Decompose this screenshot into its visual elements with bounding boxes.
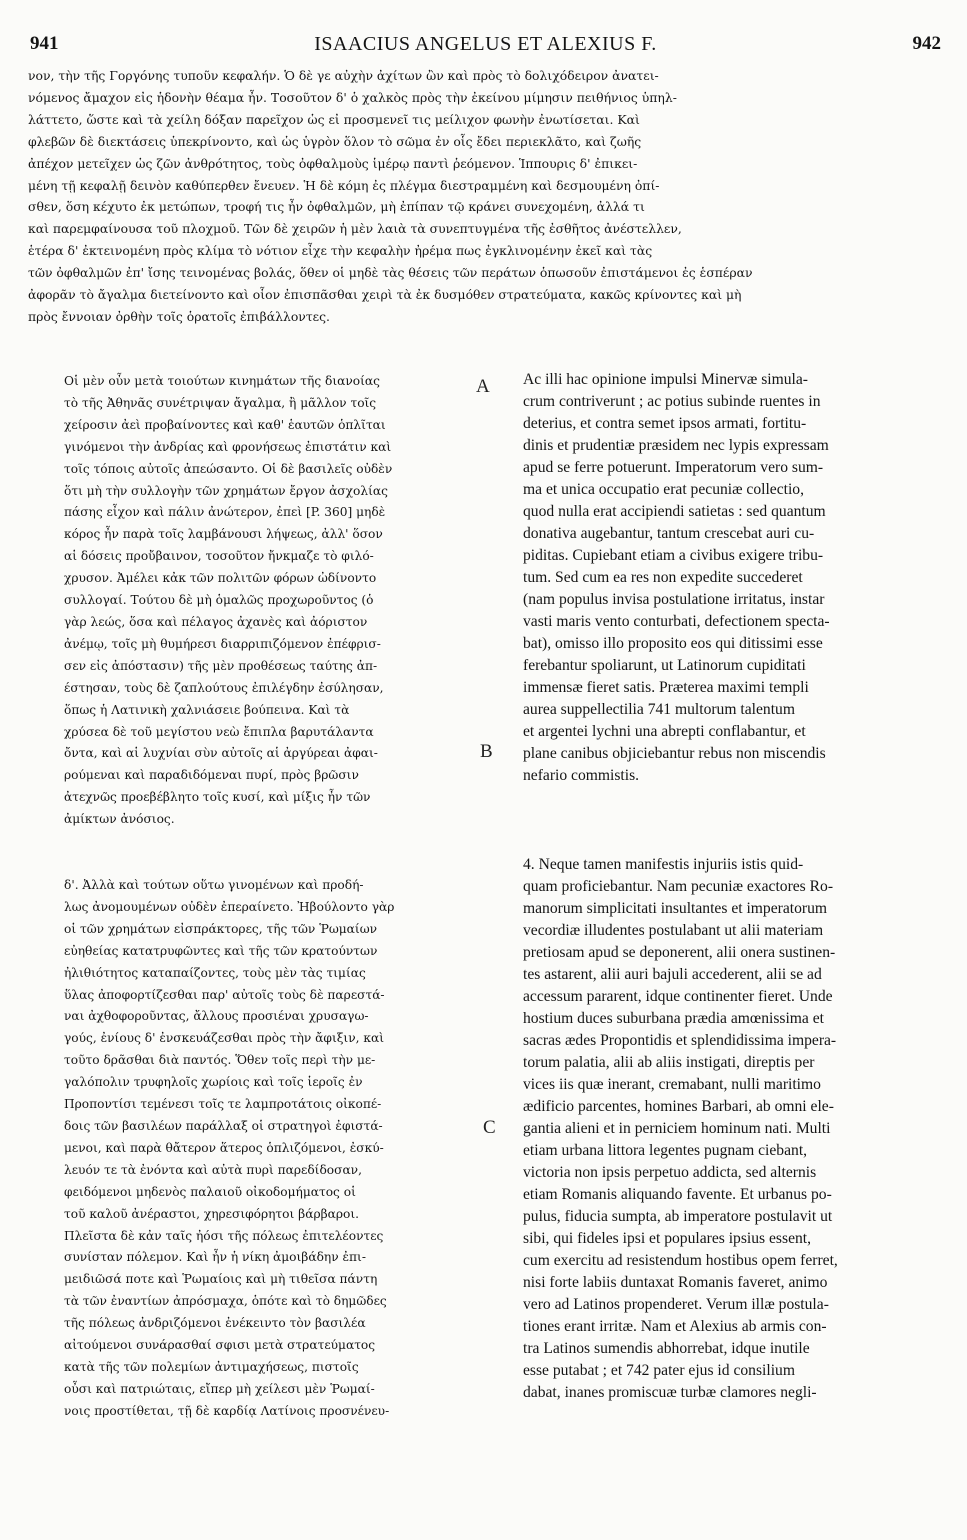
text-line: tiones erant irritæ. Nam et Alexius ab armis con- xyxy=(523,1318,827,1335)
text-line: dabat, inanes promiscuæ turbæ clamores negli- xyxy=(523,1384,817,1401)
text-line: tes astarent, alii auri bajuli accederent, alii se ad xyxy=(523,966,822,983)
text-line: ferebantur spoliarunt, ut Latinorum cupiditati xyxy=(523,657,806,674)
text-line: ædificio parcentes, homines Barbari, ab omni ele- xyxy=(523,1098,834,1115)
text-line: ma et unica occupatio erat pecuniæ collectio, xyxy=(523,481,804,498)
greek-paragraph-2 xyxy=(64,875,484,1423)
text-line: χρύσεα δὲ τοῦ μεγίστου νεὼ ἔπιπλα βαρυτάλαντα xyxy=(64,724,374,739)
greek-paragraph-1 xyxy=(64,371,484,831)
text-line: καὶ παρεμφαίνουσα τοῦ πλοχμοῦ. Τῶν δὲ χειρῶν ἡ μὲν λαιὰ τὰ συνεπτυγμένα τῆς ἐσθῆτος ἀνέστελλεν, xyxy=(28,221,682,237)
text-line: accessum pararent, idque continenter fieret. Unde xyxy=(523,988,833,1005)
text-line: gantia alieni et in perniciem hominum nati. Multi xyxy=(523,1120,831,1137)
text-line: hostium duces suburbana prædia amœnissima et xyxy=(523,1010,824,1027)
page-number-left: 941 xyxy=(30,33,59,54)
text-line: aurea suppellectilia 741 multorum talentum xyxy=(523,701,795,718)
text-line: σθεν, ὅση κέχυτο ἐκ μετώπων, τροφή τις ἦν ὀφθαλμῶν, μὴ ἐπίπαν τῷ κράνει συνεχομένη, ἀλλά τι xyxy=(28,199,645,215)
paragraph-gap xyxy=(523,787,943,854)
latin-column xyxy=(523,369,943,1404)
margin-mark-a: A xyxy=(476,376,490,397)
text-line: Προποντίσι τεμένεσι τοῖς τε λαμπροτάτοις οἰκοπέ- xyxy=(64,1097,382,1112)
text-line: immensæ fieret satis. Præterea maximi templi xyxy=(523,679,809,696)
text-line: συνίσταν πόλεμον. Καὶ ἦν ἡ νίκη ἀμοιβάδην ἐπι- xyxy=(64,1250,366,1265)
text-line: τῶν ὀφθαλμῶν ἐπ' ἴσης τεινομένας βολάς, ὅθεν οἱ μηδὲ τὰς θέσεις τῶν περάτων ὁπωσοῦν ἐπιστάμενοι ἐς ἑσπέραν xyxy=(28,265,753,281)
text-line: σεν εἰς ἀπόστασιν) τῆς μὲν προθέσεως ταύτης ἀπ- xyxy=(64,658,378,673)
text-line: μειδιῶσά ποτε καὶ Ῥωμαίοις καὶ μὴ τιθεῖσα πάντη xyxy=(64,1272,378,1287)
text-line: πάσης εἶχον καὶ πάλιν ἀνώτερον, ἐπεὶ [P. 360] μηδὲ xyxy=(64,505,386,520)
text-line: οὖσι καὶ πατριώταις, εἴπερ μὴ χείλεσι μὲν Ῥωμαί- xyxy=(64,1381,375,1396)
text-line: Πλεῖστα δὲ κἀν ταῖς ἠόσι τῆς πόλεως ἐπιτελέοντες xyxy=(64,1228,384,1243)
text-line: ὄντα, καὶ αἱ λυχνίαι σὺν αὐτοῖς αἱ ἀργύρεαι ἀφαι- xyxy=(64,746,378,761)
text-line: pretiosam apud se deponerent, alii onera sustinen- xyxy=(523,944,836,961)
text-line: γούς, ἐνίους δ' ἐνσκευάζεσθαι πρὸς τὴν ἄφιξιν, καὶ xyxy=(64,1031,384,1046)
latin-paragraph-1 xyxy=(523,369,943,787)
page-number-right: 942 xyxy=(912,33,941,54)
text-line: φλεβῶν δὲ διεκτάσεις ὑπεκρίνοντο, καὶ ὡς ὑγρὸν ὅλον τὸ σῶμα ἐν οἷς ἔδει περιεκλᾶτο, καὶ ζωῆς xyxy=(28,133,642,149)
text-line: έστησαν, τοὺς δὲ ζαπλούτους ἐπιλέγδην ἐσύλησαν, xyxy=(64,680,384,695)
text-line: γινόμενοι τὴν ἀνδρίας καὶ φρονήσεως ἐπιστάτιν καὶ xyxy=(64,439,392,454)
text-line: plane canibus objiciebantur rebus non miscendis xyxy=(523,745,826,762)
text-line: piditas. Cupiebant etiam a civibus exigere tribu- xyxy=(523,547,824,564)
greek-continuation-block xyxy=(28,65,942,328)
text-line: τὸ τῆς Ἀθηνᾶς συνέτριψαν ἄγαλμα, ἢ μᾶλλον τοῖς xyxy=(64,395,377,410)
text-line: tum. Sed cum ea res non expedite succederet xyxy=(523,569,803,586)
text-line: etiam urbana littora legentes pugnam ciebant, xyxy=(523,1142,808,1159)
text-line: νοις προστίθεται, τῇ δὲ καρδίᾳ Λατίνοις προσνένευ- xyxy=(64,1403,390,1418)
running-header xyxy=(30,33,941,59)
text-line: χείροσιν ἀεὶ προβαίνοντες καὶ καθ' ἑαυτῶν ὁπλῖται xyxy=(64,417,386,432)
text-line: quod nulla erat accipiendi satietas : sed quantum xyxy=(523,503,826,520)
text-line: εὐηθείας κατατρυφῶντες καὶ τῆς τῶν κρατούντων xyxy=(64,943,378,958)
text-line: quam proficiebantur. Nam pecuniæ exactores Ro- xyxy=(523,878,834,895)
text-line: ἀφορᾶν τὸ ἄγαλμα διετείνοντο καὶ οἷον ἐπισπᾶσθαι χειρὶ τὰ ἐκ δυσμόθεν στρατεύματα, κακῶς κρίνοντες καὶ μὴ xyxy=(28,287,742,303)
text-line: ὅτι μὴ τὴν συλλογὴν τῶν χρημάτων ἔργον ἀσχολίας xyxy=(64,483,388,498)
text-line: χρυσον. Ἀμέλει κἀκ τῶν πολιτῶν φόρων ὠδίνοντο xyxy=(64,571,377,586)
text-line: (nam populus invisa postulatione irritatus, instar xyxy=(523,591,825,608)
latin-paragraph-2 xyxy=(523,854,943,1404)
text-line: torum palatia, alii ab aliis instigati, direptis per xyxy=(523,1054,815,1071)
text-line: vasti maris vento conturbati, defectionem specta- xyxy=(523,613,830,630)
text-line: τοῦτο δρᾶσθαι διὰ παντός. Ὅθεν τοῖς περὶ τὴν με- xyxy=(64,1053,376,1068)
text-line: γὰρ λεώς, ὅσα καὶ πέλαγος ἀχανὲς καὶ ἀόριστον xyxy=(64,614,368,629)
text-line: bat), omisso illo proposito eos qui ditissimi esse xyxy=(523,635,823,652)
text-line: λάττετο, ὥστε καὶ τὰ χείλη δόξαν παρεῖχον ὡς εἰ προσμενεῖ τις μείλιχον φωνὴν ἐνωτίσεται. Καὶ xyxy=(28,111,640,127)
text-line: victoria non ipsis perpetuo addicta, sed alternis xyxy=(523,1164,817,1181)
text-line: sibi, qui fideles ipsi et populares ipsius essent, xyxy=(523,1230,812,1247)
text-line: συλλογαί. Τούτου δὲ μὴ ὁμαλῶς προχωροῦντος (ὁ xyxy=(64,593,374,608)
text-line: γαλόπολιν τρυφηλοῖς χωρίοις καὶ τοῖς ἱεροῖς ἐν xyxy=(64,1075,363,1090)
text-line: sacras ædes Propontidis et splendidissima impera- xyxy=(523,1032,837,1049)
text-line: τοῖς τόποις αὐτοῖς ἀπεώσαντο. Οἱ δὲ βασιλεῖς οὐδὲν xyxy=(64,461,393,476)
text-line: ἠλιθιότητος καταπαίζοντες, τοὺς μὲν τὰς τιμίας xyxy=(64,965,366,980)
text-line: μενοι, καὶ παρὰ θἄτερον ἅτερος ὁπλιζόμενοι, ἐσκύ- xyxy=(64,1140,384,1155)
running-title: ISAACIUS ANGELUS ET ALEXIUS F. xyxy=(314,33,657,55)
text-line: Οἱ μὲν οὖν μετὰ τοιούτων κινημάτων τῆς διανοίας xyxy=(64,374,380,388)
text-line: λως ἀνομουμένων οὐδὲν ἐπεραίνετο. Ἠβούλοντο γὰρ xyxy=(64,899,395,914)
text-line: κόρος ἦν παρὰ τοῖς λαμβάνουσι λήψεως, ἀλλ' ὅσον xyxy=(64,527,383,542)
text-line: ἀπέχον μετεῖχεν ὡς ζῶν ἀνθρότητος, τοὺς ὀφθαλμοὺς ἱμέρῳ παντὶ ῥεόμενον. Ἱππουρις δ' ἐπικει- xyxy=(28,155,638,171)
text-line: vero ad Latinos propenderet. Verum illæ postula- xyxy=(523,1296,829,1313)
text-line: Ac illi hac opinione impulsi Minervæ simula- xyxy=(523,371,808,388)
paragraph-gap xyxy=(64,831,484,875)
text-line: dinis et prudentiæ præsidem nec lypis expressam xyxy=(523,437,829,454)
text-line: ὅπως ἡ Λατινικὴ χαλνιάσειε βούπεινα. Καὶ τὰ xyxy=(64,702,350,717)
text-line: φειδόμενοι μηδενὸς παλαιοῦ οἰκοδομήματος οἱ xyxy=(64,1184,356,1199)
text-line: crum contriverunt ; ac potius subinde ruentes in xyxy=(523,393,821,410)
text-line: δοις τῶν βασιλέων παράλλαξ οἱ στρατηγοὶ ἐφιστά- xyxy=(64,1119,383,1133)
text-line: ἀμίκτων ἀνόσιος. xyxy=(64,812,175,827)
text-line: vices iis quæ inerant, cremabant, nulli maritimo xyxy=(523,1076,821,1093)
text-line: cum exercitu ad resistendum hostibus opem ferret, xyxy=(523,1252,838,1269)
text-line: ὕλας ἀποφορτίζεσθαι παρ' αὐτοῖς τοὺς δὲ παρεστά- xyxy=(64,987,385,1002)
text-line: et argentei lychni una abrepti conflabantur, et xyxy=(523,723,806,740)
text-line: manorum simplicitati insultantes et imperatorum xyxy=(523,900,828,917)
text-line: οἱ τῶν χρημάτων εἰσπράκτορες, τῆς τῶν Ῥωμαίων xyxy=(64,921,378,936)
text-line: λευόν τε τὰ ἐνόντα καὶ αὐτὰ πυρὶ παρεδίδοσαν, xyxy=(64,1162,362,1177)
text-line: δ'. Ἀλλὰ καὶ τούτων οὕτω γινομένων καὶ προδή- xyxy=(64,878,364,893)
text-line: ρούμεναι καὶ παραδιδόμεναι πυρί, πρὸς βρῶσιν xyxy=(64,768,359,783)
text-line: ναι ἀχθοφοροῦντας, ἄλλους προσιέναι χρυσαγω- xyxy=(64,1009,369,1024)
text-line: τοῦ καλοῦ ἀνέραστοι, χηρεσιφόρητοι βάρβαροι. xyxy=(64,1206,360,1221)
text-line: vecordiæ illudentes postulabant ut alii materiam xyxy=(523,922,824,939)
text-line: nefario commistis. xyxy=(523,767,640,784)
text-line: κατὰ τῆς τῶν πολεμίων ἀντιμαχήσεως, πιστοῖς xyxy=(64,1359,359,1374)
text-line: τὰ τῶν ἐναντίων ἀπρόσμαχα, ὁπότε καὶ τὸ δημῶδες xyxy=(64,1294,387,1309)
text-line: donativa augebantur, tantum crescebat auri cu- xyxy=(523,525,815,542)
text-line: etiam Romanis aliquando favente. Et urbanus po- xyxy=(523,1186,832,1203)
text-line: nisi forte labiis duntaxat Romanis faveret, animo xyxy=(523,1274,828,1291)
text-line: ἑτέρα δ' ἐκτεινομένη πρὸς κλίμα τὸ νότιον εἶχε τὴν κεφαλὴν ἠρέμα πως ἐγκλινομένην ἐκεῖ καὶ τὰς xyxy=(28,243,653,259)
text-line: 4. Neque tamen manifestis injuriis istis quid- xyxy=(523,856,804,873)
text-line: αἰτούμενοι συνάρασθαί σφισι μετὰ στρατεύματος xyxy=(64,1338,376,1353)
text-line: αἱ δόσεις προὔβαινον, τοσοῦτον ἤνκμαζε τὸ φιλό- xyxy=(64,549,374,564)
text-line: deterius, et contra semet ipsos armati, fortitu- xyxy=(523,415,807,432)
text-line: ἀνέμῳ, τοῖς μὴ θυμήρεσι διαρριπιζόμενον ἐπέφρισ- xyxy=(64,636,381,651)
text-line: μένη τῇ κεφαλῇ δεινὸν καθύπερθεν ἔνευεν. Ἡ δὲ κόμη ἐς πλέγμα διεστραμμένη καὶ δεσμουμένη ὀπί- xyxy=(28,177,660,193)
margin-mark-c: C xyxy=(483,1117,496,1138)
text-line: pulus, fiducia sumpta, ab imperatore postulavit ut xyxy=(523,1208,833,1225)
text-line: tra Latinos sumendis abhorrebat, idque inutile xyxy=(523,1340,810,1357)
greek-column xyxy=(64,371,484,1423)
text-line: νον, τὴν τῆς Γοργόνης τυποῦν κεφαλήν. Ὁ δὲ γε αὐχὴν ἀχίτων ὢν καὶ πρὸς τὸ δολιχόδειρον ἀνατει- xyxy=(28,68,659,83)
margin-mark-b: B xyxy=(480,741,493,762)
text-line: apud se ferre potuerunt. Imperatorum vero sum- xyxy=(523,459,824,476)
text-line: πρὸς ἔννοιαν ὀρθὴν τοῖς ὁρατοῖς ἐπιβάλλοντες. xyxy=(28,308,330,324)
text-line: esse putabat ; et 742 pater ejus id consilium xyxy=(523,1362,795,1379)
text-line: νόμενος ἄμαχον εἰς ἡδονὴν θέαμα ἦν. Τοσοῦτον δ' ὁ χαλκὸς πρὸς τὴν ἐκείνου μίμησιν πειθήνιος ὑπηλ- xyxy=(28,89,677,105)
text-line: ἀτεχνῶς προεβέβλητο τοῖς κυσί, καὶ μίξις ἦν τῶν xyxy=(64,790,371,805)
text-line: τῆς πόλεως ἀνδριζόμενοι ἐνέκειντο τὸν βασιλέα xyxy=(64,1316,366,1331)
